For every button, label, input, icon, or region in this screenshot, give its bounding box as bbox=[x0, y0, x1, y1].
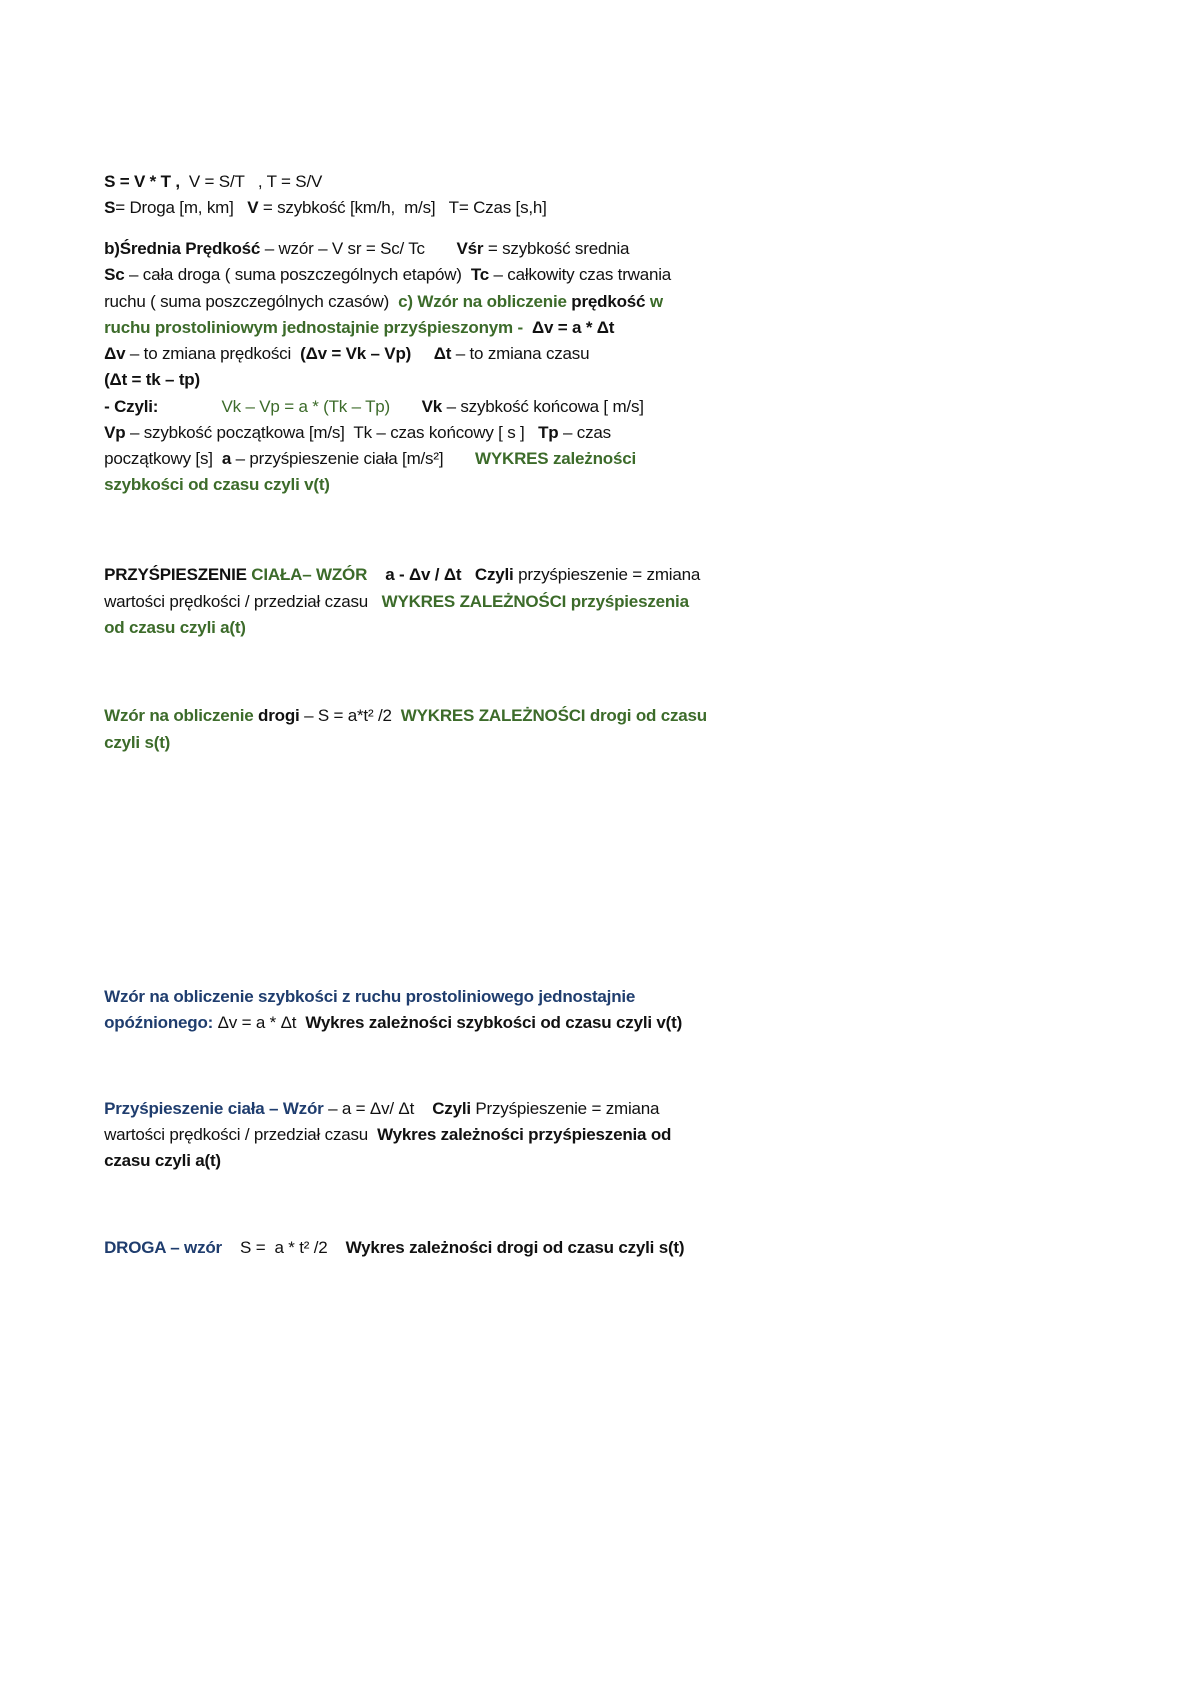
text: = szybkość srednia bbox=[483, 239, 630, 258]
text: Δv bbox=[104, 344, 126, 363]
text: czasu czyli a(t) bbox=[104, 1151, 221, 1170]
text: – szybkość końcowa [ m/s] bbox=[442, 397, 644, 416]
text: – cała droga ( suma poszczególnych etapów) bbox=[124, 265, 471, 284]
text: Czyli bbox=[432, 1099, 471, 1118]
text: szybkości od czasu czyli v(t) bbox=[104, 475, 330, 494]
decelerated-formula-line bbox=[86, 987, 682, 1059]
text: a bbox=[221, 449, 232, 468]
text: Przyśpieszenie ciała – Wzór bbox=[104, 1099, 324, 1118]
text: Wykres zależności drogi od czasu czyli s(t) bbox=[345, 1238, 685, 1257]
text: b)Średnia Prędkość bbox=[104, 239, 261, 258]
text: = Droga [m, km] bbox=[115, 198, 248, 217]
text: V = S/T , T = S/V bbox=[179, 172, 323, 191]
text: c) Wzór na obliczenie bbox=[398, 292, 572, 311]
text: czyli s(t) bbox=[104, 733, 171, 752]
text: – szybkość początkowa [m/s] Tk – czas końcowy [ s ] bbox=[125, 423, 539, 442]
text: Wykres zależności przyśpieszenia od bbox=[377, 1125, 672, 1144]
text: – a = Δv/ Δt bbox=[323, 1099, 433, 1118]
text: Vk – Vp = a * (Tk – Tp) bbox=[158, 397, 422, 416]
text: – to zmiana czasu bbox=[451, 344, 590, 363]
text: DROGA – wzór bbox=[104, 1238, 222, 1257]
text: opóźnionego: bbox=[104, 1013, 214, 1032]
text: – to zmiana prędkości bbox=[125, 344, 301, 363]
text: Δv = a * Δt bbox=[213, 1013, 306, 1032]
text: S = V * T , bbox=[104, 172, 180, 191]
chart-vt-line bbox=[86, 449, 330, 521]
text: w bbox=[645, 292, 663, 311]
text: wartości prędkości / przedział czasu bbox=[104, 592, 382, 611]
text: – całkowity czas trwania bbox=[489, 265, 672, 284]
distance-formula-line bbox=[86, 680, 707, 752]
text: Vk bbox=[421, 397, 443, 416]
text: od czasu czyli a(t) bbox=[104, 618, 246, 637]
chart-at-line bbox=[86, 592, 246, 664]
text: Vśr bbox=[456, 239, 484, 258]
body-acceleration-line-3 bbox=[86, 1125, 221, 1197]
text: przyśpieszenie = zmiana bbox=[513, 565, 701, 584]
text: – czas bbox=[558, 423, 611, 442]
text: Sc bbox=[104, 265, 125, 284]
text: Wzór na obliczenie bbox=[104, 706, 259, 725]
text: WYKRES zależności bbox=[475, 449, 636, 468]
text: Tc bbox=[470, 265, 489, 284]
text: V bbox=[247, 198, 259, 217]
text: = szybkość [km/h, m/s] T= Czas [s,h] bbox=[258, 198, 547, 217]
text: - Czyli: bbox=[104, 397, 159, 416]
text: – wzór – V sr = Sc/ Tc bbox=[260, 239, 457, 258]
text: S = a * t² /2 bbox=[221, 1238, 346, 1257]
text: Vp bbox=[104, 423, 126, 442]
text: WYKRES ZALEŻNOŚCI przyśpieszenia bbox=[381, 592, 689, 611]
text: wartości prędkości / przedział czasu bbox=[104, 1125, 378, 1144]
text: początkowy [s] bbox=[104, 449, 222, 468]
text: WYKRES ZALEŻNOŚCI drogi od czasu bbox=[400, 706, 707, 725]
text: Przyśpieszenie = zmiana bbox=[470, 1099, 660, 1118]
text: drogi bbox=[258, 706, 300, 725]
text: a - Δv / Δt Czyli bbox=[367, 565, 514, 584]
text: – przyśpieszenie ciała [m/s²] bbox=[231, 449, 476, 468]
text: S bbox=[104, 198, 116, 217]
text: ruchu prostoliniowym jednostajnie przyśpieszonym - bbox=[104, 318, 528, 337]
text: Wykres zależności szybkości od czasu czyli v(t) bbox=[305, 1013, 683, 1032]
text: PRZYŚPIESZENIE bbox=[104, 565, 252, 584]
text: (Δv = Vk – Vp) bbox=[300, 344, 412, 363]
text: CIAŁA– WZÓR bbox=[251, 565, 368, 584]
text: Wzór na obliczenie szybkości z ruchu prostoliniowego jednostajnie bbox=[104, 987, 636, 1006]
text: Δv = a * Δt bbox=[527, 318, 615, 337]
road-formula-line bbox=[86, 1212, 684, 1284]
text: – S = a*t² /2 bbox=[299, 706, 401, 725]
chart-st-line bbox=[86, 707, 170, 779]
text: prędkość bbox=[571, 292, 646, 311]
text: Tp bbox=[538, 423, 559, 442]
text: ruchu ( suma poszczególnych czasów) bbox=[104, 292, 399, 311]
text: (Δt = tk – tp) bbox=[104, 370, 200, 389]
text: Δt bbox=[411, 344, 452, 363]
